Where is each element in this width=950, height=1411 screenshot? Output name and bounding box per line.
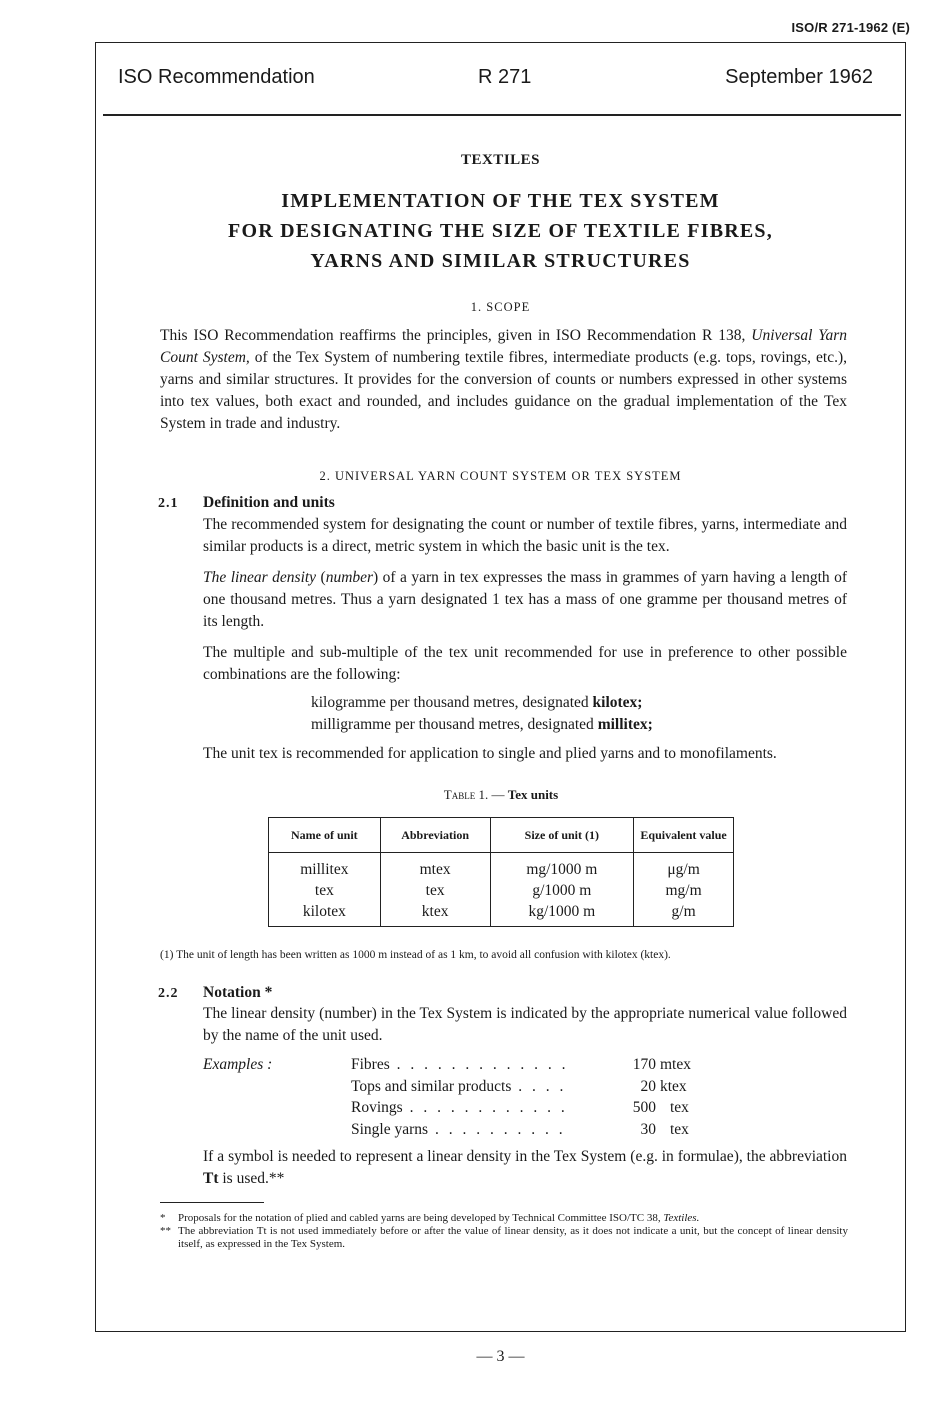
examples-label: Examples : (203, 1056, 273, 1073)
table-footnote: (1) The unit of length has been written as 1000 m instead of as 1 km, to avoid all confusion with kilotex (ktex). (160, 949, 671, 961)
title-line: FOR DESIGNATING THE SIZE OF TEXTILE FIBRES, (228, 220, 773, 242)
table-cell: millitex (300, 860, 349, 878)
notation-paragraph: The linear density (number) in the Tex System is indicated by the appropriate numerical value followed by the name of the unit used. (203, 1005, 847, 1044)
header-number: R 271 (478, 66, 532, 88)
scope-heading: 1. SCOPE (470, 300, 531, 314)
scope-paragraph: This ISO Recommendation reaffirms the principles, given in ISO Recommendation R 138, Universal Yarn Count System, of the Tex System of numbering textile fibres, intermediate products (e.g. tops, rovings, etc.), yarns and similar structures. It provides for the conversion of counts or numbers expressed in other systems into tex values, both exact and rounded, and includes guidance on the gradual implementation of the Tex System in trade and industry. (160, 327, 847, 432)
title-line: YARNS AND SIMILAR STRUCTURES (310, 250, 691, 272)
example-row: Fibres . . . . . . . . . . . . . 170 mtex (351, 1056, 691, 1073)
document-reference: ISO/R 271-1962 (E) (791, 20, 910, 35)
unit-line-millitex: milligramme per thousand metres, designated millitex; (311, 716, 653, 733)
table-cell: tex (314, 881, 334, 899)
table-cell: μg/m (634, 853, 734, 881)
section-number: 2.1 (158, 496, 179, 511)
unit-line-kilotex: kilogramme per thousand metres, designated kilotex; (311, 694, 643, 711)
footnote: ** The abbreviation Tt is not used immediately before or after the value of linear density, as it does not indicate a unit, but the concept of linear density itself, as expressed in the Tex System. (160, 1225, 848, 1250)
table-caption: Table 1. — Tex units (443, 787, 559, 802)
table-row (269, 880, 734, 901)
column-header: Equivalent value (634, 818, 734, 853)
header-divider (103, 114, 901, 116)
table-cell: kilotex (302, 902, 346, 920)
table-cell: g/m (634, 901, 734, 927)
table-cell: mg/m (634, 880, 734, 901)
footnotes (160, 1212, 848, 1251)
column-header: Size of unit (1) (490, 818, 634, 853)
symbol-paragraph: If a symbol is needed to represent a linear density in the Tex System (e.g. in formulae), the abbreviation Tt is used.** (203, 1148, 847, 1187)
example-row: Tops and similar products . . . . 20 ktex (351, 1077, 687, 1095)
tex-application-paragraph: The unit tex is recommended for application to single and plied yarns and to monofilaments. (203, 745, 777, 762)
table-cell: kg/1000 m (490, 901, 634, 927)
footnote-rule (160, 1202, 264, 1203)
table-cell: tex (380, 880, 490, 901)
document-title (95, 186, 906, 276)
definition-paragraph: The recommended system for designating the count or number of textile fibres, yarns, intermediate and similar products is a direct, metric system in which the basic unit is the tex. (203, 516, 847, 555)
column-header: Abbreviation (380, 818, 490, 853)
table-cell: g/1000 m (490, 880, 634, 901)
table-cell: mg/1000 m (490, 853, 634, 881)
subject-heading: TEXTILES (460, 152, 541, 168)
table-header-row (269, 818, 734, 853)
table-cell: mtex (380, 853, 490, 881)
title-line: IMPLEMENTATION OF THE TEX SYSTEM (281, 190, 720, 212)
column-header: Name of unit (269, 818, 381, 853)
header-date: September 1962 (725, 66, 873, 88)
section-title: Definition and units (203, 494, 335, 511)
section-title: Notation * (203, 984, 273, 1001)
section2-heading: 2. UNIVERSAL YARN COUNT SYSTEM OR TEX SYSTEM (319, 469, 682, 483)
section-number: 2.2 (158, 986, 179, 1001)
table-row (269, 901, 734, 927)
table-row (269, 853, 734, 881)
examples-list (351, 1054, 701, 1140)
page-number: — 3 — (476, 1348, 525, 1365)
unit-list (311, 692, 653, 736)
tex-units-table (268, 817, 734, 927)
footnote: * Proposals for the notation of plied and cabled yarns are being developed by Technical Committee ISO/TC 38, Textiles. (160, 1212, 700, 1224)
example-row: Single yarns . . . . . . . . . . 30 tex (351, 1120, 689, 1138)
multiples-paragraph: The multiple and sub-multiple of the tex unit recommended for use in preference to other possible combinations are the following: (203, 644, 847, 683)
linear-density-paragraph: The linear density (number) of a yarn in tex expresses the mass in grammes of yarn having a length of one thousand metres. Thus a yarn designated 1 tex has a mass of one gramme per thousand metres of its length. (203, 569, 847, 630)
example-row: Rovings . . . . . . . . . . . . 500 tex (351, 1099, 689, 1116)
table-cell: ktex (380, 901, 490, 927)
header-left: ISO Recommendation (118, 66, 315, 88)
